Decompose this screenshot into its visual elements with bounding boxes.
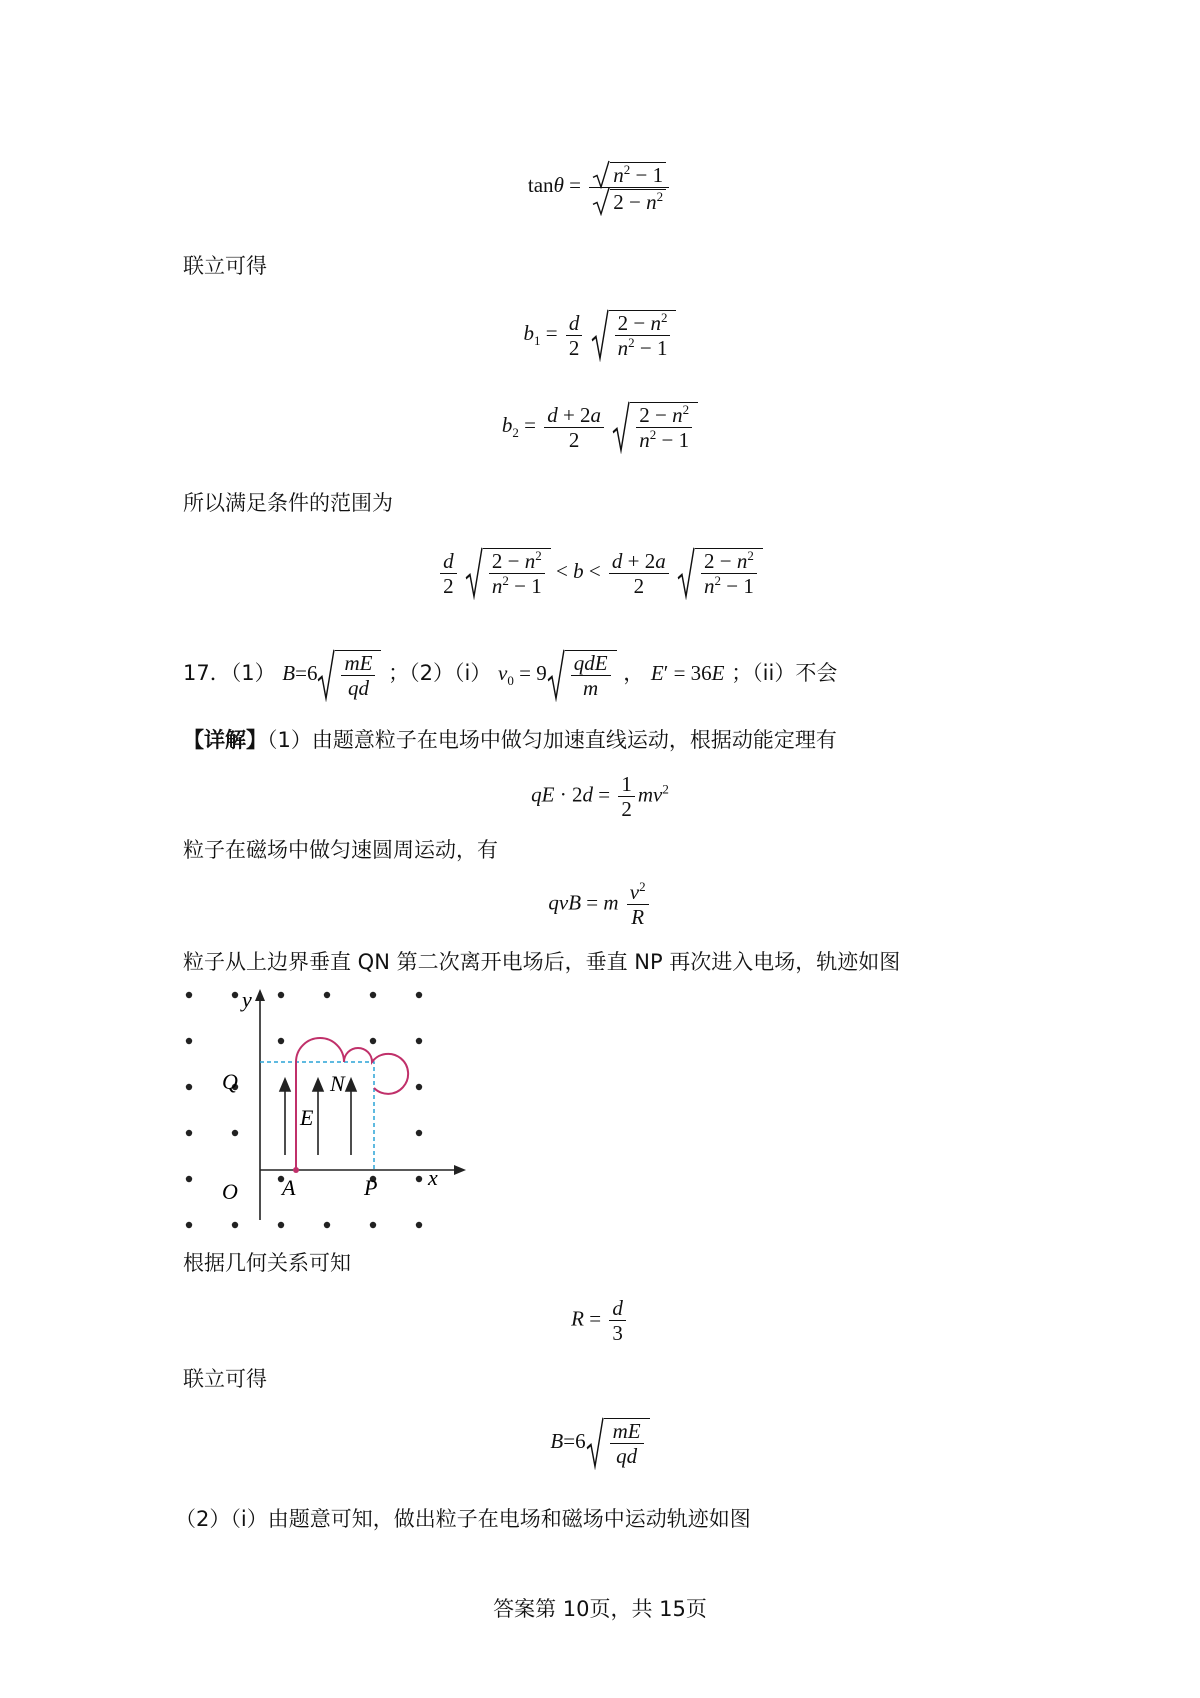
field-boundary-dashed xyxy=(260,1062,374,1170)
label-y: y xyxy=(242,987,252,1012)
equation-range: $\frac{d}{2}$ $\frac{2 - n^2}{n^2 - 1}$ < b < $\frac{d + 2a}{2}$ $\frac{2 - n^2}{n^2 - 1}$ xyxy=(0,548,1200,598)
text-range-intro: 所以满足条件的范围为 xyxy=(183,491,393,515)
equation-B-result: B=6 $\frac{mE}{qd}$ xyxy=(0,1418,1200,1468)
label-Q: Q xyxy=(222,1069,238,1094)
answer-17-part2: ；（2）（i） xyxy=(388,660,492,685)
label-N: N xyxy=(330,1071,345,1096)
answer-17-part3: ；（ii）不会 xyxy=(731,660,838,685)
answer-17-comma: ， xyxy=(623,660,645,685)
answer-17-B: B=6 $\frac{mE}{qd}$ xyxy=(282,661,381,685)
text-geometry: 根据几何关系可知 xyxy=(183,1251,351,1275)
point-A-marker xyxy=(293,1167,299,1173)
equation-energy: qE · 2d = $\frac{1}{2}$ $mv^2$ xyxy=(531,772,669,821)
label-E: E xyxy=(300,1105,314,1130)
answer-17-v0: $v_0 = 9$ $\frac{\text{qdE}}{m}$ xyxy=(498,661,617,685)
trajectory-figure xyxy=(170,985,490,1235)
answer-17-E-prime: E′ = 36E xyxy=(650,660,725,685)
detail-line xyxy=(183,727,837,753)
answer-17-line xyxy=(183,650,837,700)
answer-17-label: 17．（1） xyxy=(183,660,276,685)
text-trajectory: 粒子从上边界垂直 QN 第二次离开电场后，垂直 NP 再次进入电场，轨迹如图 xyxy=(183,950,901,974)
particle-trajectory xyxy=(296,1038,408,1170)
label-O: O xyxy=(222,1179,238,1204)
equation-tan-theta: tanθ = $\frac{n^2 - 1}{2 - n^2}$ xyxy=(0,160,1200,214)
text-lianli-2: 联立可得 xyxy=(183,1367,267,1391)
detail-tag: 【详解】 xyxy=(183,728,267,752)
label-A: A xyxy=(282,1175,296,1200)
detail-text: （1）由题意粒子在电场中做匀加速直线运动，根据动能定理有 xyxy=(267,728,837,752)
text-lianli-1: 联立可得 xyxy=(183,254,267,278)
text-magnetic: 粒子在磁场中做匀速圆周运动，有 xyxy=(183,838,498,862)
equation-radius: R = $\frac{d}{3}$ xyxy=(0,1296,1200,1345)
x-axis-arrow-icon xyxy=(454,1165,466,1175)
text-part2: （2）（i）由题意可知，做出粒子在电场和磁场中运动轨迹如图 xyxy=(175,1507,751,1531)
label-x: x xyxy=(428,1165,438,1190)
equation-b1: $b_1$ = $\frac{d}{2}$ $\frac{2 - n^2}{n^2 - 1}$ xyxy=(0,310,1200,360)
y-axis-arrow-icon xyxy=(255,989,265,1001)
equation-b2: $b_2$ = $\frac{d + 2a}{2}$ $\frac{2 - n^2}{n^2 - 1}$ xyxy=(0,402,1200,452)
page-footer: 答案第 10页，共 15页 xyxy=(493,1597,707,1621)
equation-lorentz: qvB = m $\frac{v^2}{R}$ xyxy=(0,880,1200,929)
label-P: P xyxy=(364,1175,378,1200)
